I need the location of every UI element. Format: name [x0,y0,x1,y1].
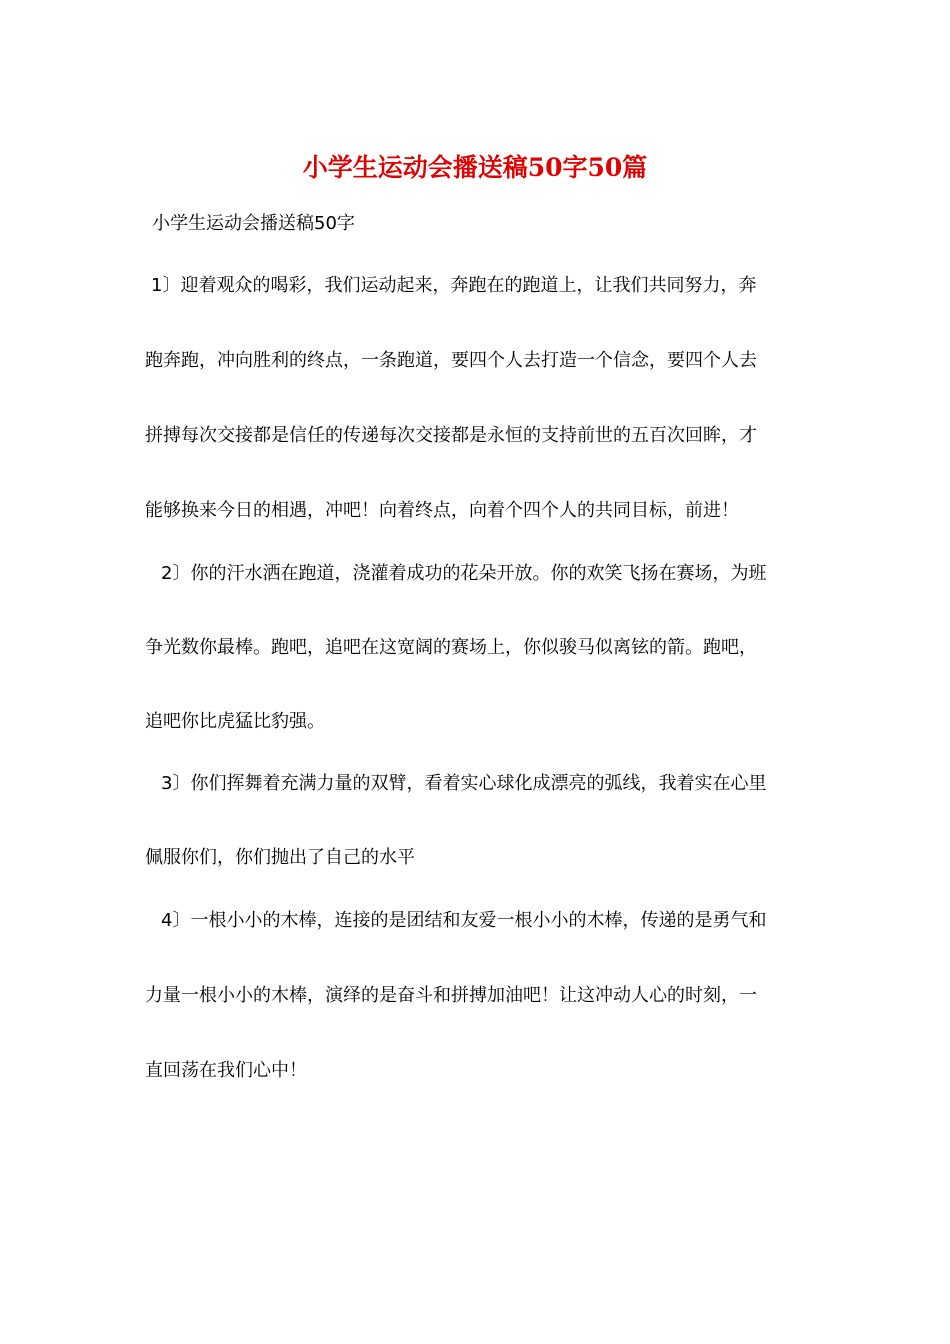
paragraph-line: 跑奔跑，冲向胜利的终点，一条跑道，要四个人去打造一个信念，要四个人去 [145,350,757,371]
paragraph-line: 4〕一根小小的木棒，连接的是团结和友爱一根小小的木棒，传递的是勇气和 [161,910,767,931]
paragraph-line: 争光数你最棒。跑吧，追吧在这宽阔的赛场上，你似骏马似离铉的箭。跑吧， [145,637,757,658]
paragraph-line: 拼搏每次交接都是信任的传递每次交接都是永恒的支持前世的五百次回眸，才 [145,425,757,446]
paragraph-line: 能够换来今日的相遇，冲吧！向着终点，向着个四个人的共同目标，前进！ [145,500,739,521]
paragraph-line: 佩服你们，你们抛出了自己的水平 [145,847,415,868]
paragraph-line: 力量一根小小的木棒，演绎的是奋斗和拼搏加油吧！让这冲动人心的时刻，一 [145,985,757,1006]
paragraph-line: 追吧你比虎猛比豹强。 [145,711,325,732]
document-title: 小学生运动会播送稿50字50篇 [302,153,648,182]
paragraph-line: 3〕你们挥舞着充满力量的双臂，看着实心球化成漂亮的弧线，我着实在心里 [161,773,767,794]
paragraph-line: 2〕你的汗水洒在跑道，浇灌着成功的花朵开放。你的欢笑飞扬在赛场，为班 [161,563,767,584]
paragraph-line: 1〕迎着观众的喝彩，我们运动起来，奔跑在的跑道上，让我们共同努力，奔 [151,275,757,296]
document-subtitle: 小学生运动会播送稿50字 [152,213,355,234]
paragraph-line: 直回荡在我们心中！ [145,1060,307,1081]
